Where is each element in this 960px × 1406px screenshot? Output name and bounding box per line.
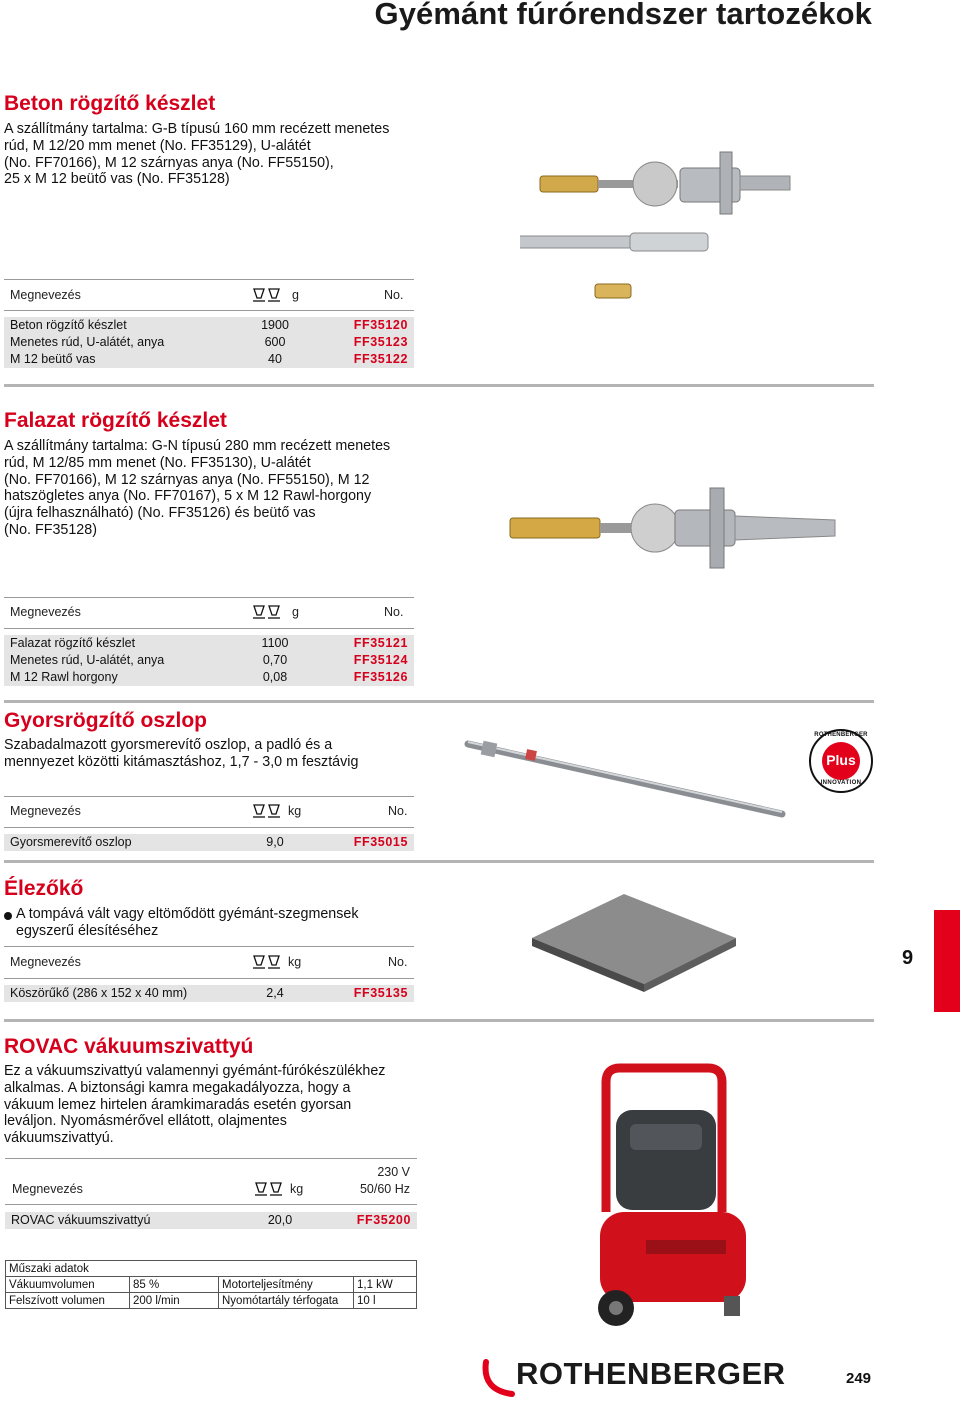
scale-weight-icon <box>252 953 282 969</box>
page-number: 249 <box>846 1370 872 1387</box>
falazat-set-image <box>505 478 845 578</box>
col-header-voltage: 230 V <box>377 1165 410 1179</box>
brand-name: ROTHENBERGER <box>516 1356 786 1391</box>
bullet-dot-icon <box>4 912 12 920</box>
vacuum-pump-image <box>586 1062 766 1330</box>
sharpening-stone-image <box>524 888 744 998</box>
section-text-rovac: Ez a vákuumszivattyú valamennyi gyémánt-fúrókészülékhez alkalmas. A biztonsági kamra megakadályozza, hogy a vákuum lemez hirtelen áramkimaradás esetén gyorsan leváljon. Nyomásmérővel ellátott, olajmentes vákuumszivattyú. <box>4 1063 386 1147</box>
section-title-rovac: ROVAC vákuumszivattyú <box>4 1035 254 1058</box>
badge-bottom-text: INNOVATION <box>820 780 862 786</box>
section-divider <box>4 1019 874 1022</box>
col-header-name: Megnevezés <box>12 1182 83 1196</box>
brand-logo-swoosh <box>480 1356 520 1400</box>
section-divider <box>4 700 874 703</box>
section-divider <box>4 860 874 863</box>
col-header-unit: g <box>292 605 299 619</box>
chapter-tab <box>934 910 960 1012</box>
specs-row: Vákuumvolumen 85 % Motorteljesítmény 1,1 kW <box>6 1277 417 1293</box>
section-text-falazat: A szállítmány tartalma: G-N típusú 280 mm recézett menetes rúd, M 12/85 mm menet (No. FF35130), U-alátét (No. FF70166), M 12 szárnyas anya (No. FF55150), M 12 hatszögletes anya (No. FF70167), 5 x M 12 Rawl-horgony (újra felhasználható) (No. FF35126) és beütő vas (No. FF35128) <box>4 438 391 538</box>
section-title-falazat: Falazat rögzítő készlet <box>4 409 227 432</box>
page-title: Gyémánt fúrórendszer tartozékok <box>374 0 872 31</box>
col-header-frequency: 50/60 Hz <box>359 1182 410 1196</box>
col-header-no: No. <box>388 955 408 969</box>
section-title-elezoko: Élezőkő <box>4 877 84 900</box>
col-header-no: No. <box>388 804 408 818</box>
table-row: ROVAC vákuumszivattyú 20,0 FF35200 <box>5 1212 417 1229</box>
badge-plus-text: Plus <box>826 752 856 768</box>
divider <box>4 827 414 828</box>
pole-image <box>462 734 792 824</box>
col-header-unit: kg <box>288 955 302 969</box>
col-header-name: Megnevezés <box>10 605 81 619</box>
section-text-beton: A szállítmány tartalma: G-B típusú 160 mm recézett menetes rúd, M 12/20 mm menet (No. FF35129), U-alátét (No. FF70166), M 12 szárnyas anya (No. FF55150), 25 x M 12 beütő vas (No. FF35128) <box>4 121 390 188</box>
divider <box>4 978 414 979</box>
col-header-unit: kg <box>290 1182 304 1196</box>
section-divider <box>4 384 874 387</box>
divider <box>4 279 414 280</box>
col-header-name: Megnevezés <box>10 955 81 969</box>
technical-specs-table <box>5 1260 417 1309</box>
section-title-oszlop: Gyorsrögzítő oszlop <box>4 709 208 732</box>
table-row: Menetes rúd, U-alátét, anya 600 FF35123 <box>4 334 414 351</box>
specs-title: Műszaki adatok <box>6 1261 417 1277</box>
col-header-unit: g <box>292 288 299 302</box>
scale-weight-icon <box>252 802 282 818</box>
col-header-name: Megnevezés <box>10 804 81 818</box>
table-row: Köszörűkő (286 x 152 x 40 mm) 2,4 FF35135 <box>4 985 414 1002</box>
col-header-name: Megnevezés <box>10 288 81 302</box>
divider <box>4 796 414 797</box>
divider <box>4 628 414 629</box>
scale-weight-icon <box>252 603 282 619</box>
table-row: M 12 Rawl horgony 0,08 FF35126 <box>4 669 414 686</box>
badge-top-text: ROTHENBERGER <box>814 732 868 738</box>
col-header-no: No. <box>384 605 404 619</box>
divider <box>4 946 414 947</box>
col-header-no: No. <box>384 288 404 302</box>
specs-row: Felszívott volumen 200 l/min Nyomótartály térfogata 10 l <box>6 1293 417 1309</box>
beton-set-image <box>520 140 810 315</box>
table-row: Gyorsmerevítő oszlop 9,0 FF35015 <box>4 834 414 851</box>
section-title-beton: Beton rögzítő készlet <box>4 92 216 115</box>
scale-weight-icon <box>254 1180 284 1196</box>
table-row: Menetes rúd, U-alátét, anya 0,70 FF35124 <box>4 652 414 669</box>
divider <box>4 597 414 598</box>
table-row: Falazat rögzítő készlet 1100 FF35121 <box>4 635 414 652</box>
divider <box>5 1158 417 1159</box>
divider <box>5 1204 417 1205</box>
table-row: Beton rögzítő készlet 1900 FF35120 <box>4 317 414 334</box>
col-header-unit: kg <box>288 804 302 818</box>
divider <box>4 310 414 311</box>
scale-weight-icon <box>252 286 282 302</box>
section-text-oszlop: Szabadalmazott gyorsmerevítő oszlop, a padló és a mennyezet közötti kitámasztáshoz, 1,7 - 3,0 m fesztávig <box>4 737 359 770</box>
section-text-elezoko: A tompává vált vagy eltömődött gyémánt-szegmensek egyszerű élesítéséhez <box>16 906 359 939</box>
table-row: M 12 beütő vas 40 FF35122 <box>4 351 414 368</box>
chapter-number: 9 <box>902 947 914 969</box>
